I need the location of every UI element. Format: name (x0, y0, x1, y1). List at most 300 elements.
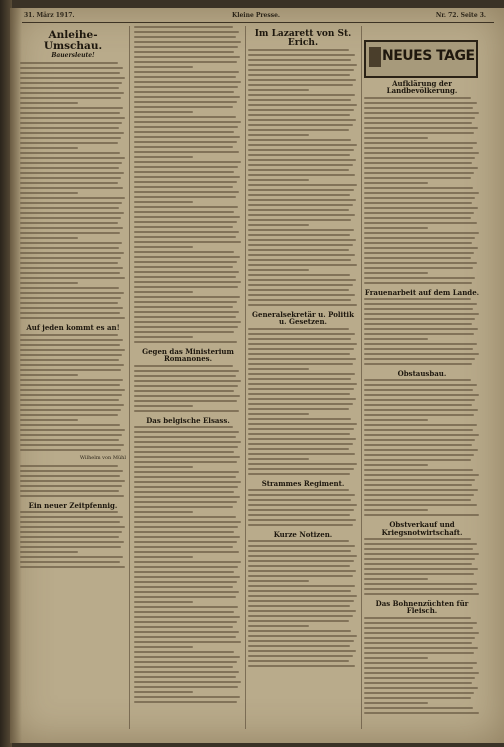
text-line (20, 192, 78, 194)
text-line (364, 217, 471, 219)
text-line (20, 127, 119, 129)
text-line (20, 490, 119, 492)
text-line (134, 436, 236, 438)
text-line (134, 121, 241, 123)
text-line (20, 317, 125, 319)
text-line (248, 665, 355, 667)
text-line (20, 521, 120, 523)
text-line (364, 257, 471, 259)
text-line (248, 189, 354, 191)
text-line (20, 222, 118, 224)
text-line (134, 31, 239, 33)
text-line (364, 573, 474, 575)
text-line (248, 463, 357, 465)
text-line (134, 51, 234, 53)
text-line (248, 645, 350, 647)
text-line (20, 379, 123, 381)
text-line (20, 177, 121, 179)
text-line (248, 575, 353, 577)
text-line (364, 353, 479, 355)
text-line (248, 585, 355, 587)
text-line (20, 470, 123, 472)
article-title: Anleihe-Umschau. (43, 29, 103, 53)
text-line (134, 291, 193, 293)
text-line (248, 519, 356, 521)
text-line (364, 389, 473, 391)
text-line (134, 116, 236, 118)
newspaper-logo (364, 40, 478, 78)
header-page-number: Nr. 72. Seite 3. (435, 12, 486, 19)
text-line (248, 299, 351, 301)
column-3 (248, 26, 358, 729)
text-line (134, 636, 236, 638)
text-line (248, 209, 349, 211)
text-line (20, 282, 78, 284)
text-line (248, 625, 309, 627)
text-line (134, 271, 239, 273)
text-line (20, 62, 118, 64)
text-line (364, 414, 474, 416)
text-line (248, 154, 350, 156)
text-line (248, 129, 349, 131)
text-line (134, 516, 236, 518)
text-line (248, 338, 351, 340)
text-line (20, 384, 120, 386)
text-line (364, 97, 471, 99)
text-line (134, 106, 233, 108)
text-line (364, 404, 472, 406)
article-heading: Aufklärung der Landbevölkerung. (386, 79, 458, 96)
text-line (248, 398, 356, 400)
article-body (364, 298, 480, 365)
text-line (134, 651, 234, 653)
text-line (134, 261, 237, 263)
text-line (134, 311, 239, 313)
text-line (20, 475, 120, 477)
text-line (134, 686, 238, 688)
text-line (248, 393, 350, 395)
article-body (20, 511, 126, 568)
text-line (248, 489, 349, 491)
text-line (134, 211, 234, 213)
text-line (364, 657, 428, 659)
text-line (134, 385, 238, 387)
text-line (20, 359, 119, 361)
text-line (20, 429, 125, 431)
text-line (364, 558, 475, 560)
text-line (134, 441, 241, 443)
text-line (134, 301, 237, 303)
article-body (248, 328, 358, 475)
text-line (248, 333, 355, 335)
text-line (364, 187, 473, 189)
text-line (248, 343, 357, 345)
column-4 (364, 80, 480, 729)
text-line (364, 197, 475, 199)
text-line (134, 656, 240, 658)
text-line (134, 251, 234, 253)
text-line (134, 141, 237, 143)
text-line (134, 476, 236, 478)
text-line (134, 691, 193, 693)
text-line (364, 338, 428, 340)
article-heading: Ein neuer Zeitpfennig. (28, 500, 118, 510)
text-line (134, 541, 237, 543)
text-line (134, 676, 236, 678)
text-line (20, 142, 118, 144)
text-line (364, 627, 473, 629)
text-line (364, 242, 472, 244)
text-line (134, 410, 239, 412)
text-line (134, 446, 238, 448)
text-line (248, 448, 349, 450)
text-line (248, 473, 350, 475)
text-line (20, 399, 119, 401)
text-line (364, 617, 471, 619)
article-body (134, 26, 242, 343)
article-heading: Das belgische Elsass. (146, 415, 230, 425)
text-line (20, 354, 122, 356)
text-line (134, 556, 193, 558)
text-line (20, 349, 125, 351)
text-line (134, 126, 238, 128)
text-line (364, 343, 477, 345)
text-line (364, 449, 478, 451)
text-line (134, 326, 238, 328)
text-line (248, 468, 354, 470)
text-line (134, 466, 193, 468)
text-line (248, 383, 357, 385)
text-line (248, 388, 354, 390)
header-rule (22, 22, 494, 23)
text-line (20, 439, 119, 441)
text-line (134, 671, 239, 673)
text-line (134, 390, 234, 392)
column-2 (134, 26, 242, 729)
text-line (248, 179, 309, 181)
text-line (248, 64, 357, 66)
text-line (20, 157, 125, 159)
text-line (364, 672, 479, 674)
text-line (20, 561, 120, 563)
text-line (134, 606, 238, 608)
text-line (134, 91, 234, 93)
text-line (20, 212, 124, 214)
text-line (20, 207, 119, 209)
text-line (20, 292, 124, 294)
text-line (134, 486, 238, 488)
text-line (20, 137, 121, 139)
text-line (364, 107, 473, 109)
text-line (248, 259, 351, 261)
text-line (20, 556, 123, 558)
text-line (364, 424, 477, 426)
text-line (134, 131, 234, 133)
text-line (20, 339, 123, 341)
text-line (20, 92, 124, 94)
text-line (20, 97, 121, 99)
text-line (20, 394, 122, 396)
text-line (134, 616, 240, 618)
text-line (248, 418, 351, 420)
text-line (248, 580, 309, 582)
article-body (20, 62, 126, 319)
text-line (20, 197, 125, 199)
text-line (364, 363, 472, 365)
text-line (134, 176, 240, 178)
text-line (20, 187, 123, 189)
text-line (364, 578, 428, 580)
text-line (134, 451, 234, 453)
text-line (134, 601, 193, 603)
text-line (134, 551, 239, 553)
text-line (364, 318, 475, 320)
text-line (364, 227, 428, 229)
text-line (134, 231, 239, 233)
text-line (248, 214, 355, 216)
text-line (134, 506, 233, 508)
text-line (20, 162, 122, 164)
text-line (248, 545, 355, 547)
text-line (248, 294, 355, 296)
text-line (364, 588, 473, 590)
text-line (134, 666, 233, 668)
text-line (134, 426, 233, 428)
text-line (134, 306, 233, 308)
text-line (20, 495, 124, 497)
text-line (134, 611, 234, 613)
text-line (364, 632, 479, 634)
text-line (248, 119, 356, 121)
text-line (248, 620, 349, 622)
text-line (248, 368, 309, 370)
text-line (20, 307, 123, 309)
text-line (20, 511, 118, 513)
text-line (134, 101, 237, 103)
text-line (364, 172, 474, 174)
text-line (364, 137, 428, 139)
text-line (248, 304, 357, 306)
text-line (364, 379, 471, 381)
text-line (248, 590, 351, 592)
text-line (20, 117, 125, 119)
text-line (20, 449, 121, 451)
text-line (248, 84, 353, 86)
text-line (134, 561, 241, 563)
text-line (364, 429, 473, 431)
text-line (248, 348, 354, 350)
text-line (364, 132, 474, 134)
text-line (248, 234, 350, 236)
text-line (364, 697, 471, 699)
text-line (134, 336, 193, 338)
text-line (134, 201, 193, 203)
article-body (364, 538, 480, 595)
text-line (134, 566, 238, 568)
text-line (134, 661, 237, 663)
text-line (134, 171, 234, 173)
text-line (248, 74, 350, 76)
text-line (364, 117, 475, 119)
text-line (20, 485, 122, 487)
text-line (20, 122, 122, 124)
text-line (134, 296, 240, 298)
text-line (20, 444, 124, 446)
article-heading: Obstausbau. (397, 369, 447, 379)
article-subtitle: Bauersleute! (51, 52, 95, 60)
text-line (134, 161, 241, 163)
text-line (134, 241, 241, 243)
text-line (248, 560, 354, 562)
text-line (364, 662, 477, 664)
text-line (248, 149, 354, 151)
text-line (134, 576, 240, 578)
header-date: 31. März 1917. (24, 12, 75, 19)
article-body (134, 426, 242, 703)
text-line (364, 328, 478, 330)
text-line (364, 434, 479, 436)
text-line (20, 102, 78, 104)
text-line (248, 610, 356, 612)
text-line (248, 423, 357, 425)
text-line (248, 353, 350, 355)
text-line (364, 333, 474, 335)
text-line (364, 593, 479, 595)
text-line (248, 204, 353, 206)
text-line (134, 66, 193, 68)
article-heading: Das Bohnenzüchten für Fleisch. (375, 599, 469, 616)
text-line (248, 254, 355, 256)
text-line (134, 276, 236, 278)
text-line (364, 637, 475, 639)
article-heading: Strammes Regiment. (261, 478, 345, 488)
text-line (364, 207, 478, 209)
text-line (364, 409, 478, 411)
text-line (248, 104, 357, 106)
text-line (248, 49, 349, 51)
text-line (248, 249, 349, 251)
text-line (134, 395, 240, 397)
article-heading: Frauenarbeit auf dem Lande. (364, 287, 480, 297)
text-line (134, 511, 193, 513)
text-line (248, 229, 354, 231)
text-line (134, 626, 233, 628)
text-line (248, 595, 357, 597)
text-line (364, 277, 475, 279)
text-line (248, 570, 356, 572)
article-body (248, 540, 358, 667)
text-line (20, 287, 119, 289)
text-line (364, 267, 473, 269)
text-line (20, 404, 124, 406)
text-line (20, 531, 122, 533)
text-line (248, 605, 350, 607)
column-rule (361, 26, 362, 729)
text-line (20, 374, 78, 376)
text-line (364, 122, 472, 124)
text-line (134, 286, 238, 288)
text-line (248, 54, 355, 56)
text-line (364, 192, 479, 194)
article-heading: Auf jeden kommt es an! (26, 323, 120, 333)
text-line (364, 247, 478, 249)
text-line (364, 358, 475, 360)
text-line (248, 453, 355, 455)
article-heading: Kurze Notizen. (273, 529, 333, 539)
text-line (248, 660, 349, 662)
text-line (364, 102, 477, 104)
text-line (364, 652, 474, 654)
text-line (134, 26, 233, 28)
text-line (134, 521, 241, 523)
text-line (364, 237, 475, 239)
text-line (134, 246, 193, 248)
text-line (20, 262, 118, 264)
text-line (134, 56, 240, 58)
text-line (248, 169, 349, 171)
text-line (20, 516, 123, 518)
text-line (364, 469, 473, 471)
text-line (248, 89, 309, 91)
text-line (20, 414, 118, 416)
text-line (364, 504, 477, 506)
text-line (134, 206, 238, 208)
text-line (20, 217, 121, 219)
text-line (248, 159, 356, 161)
text-line (364, 212, 474, 214)
text-line (134, 696, 240, 698)
text-line (134, 111, 193, 113)
text-line (20, 172, 124, 174)
text-line (20, 409, 121, 411)
text-line (134, 266, 233, 268)
text-line (364, 323, 472, 325)
text-line (134, 536, 240, 538)
text-line (134, 526, 238, 528)
text-line (364, 112, 479, 114)
text-line (134, 641, 241, 643)
text-line (134, 646, 193, 648)
article-title: Im Lazarett von St. Erich. (254, 29, 352, 49)
text-line (248, 408, 349, 410)
article-heading: Obstverkauf und Kriegsnotwirtschaft. (381, 520, 463, 537)
text-line (20, 369, 121, 371)
text-line (364, 514, 479, 516)
text-line (248, 239, 356, 241)
text-line (248, 289, 349, 291)
text-line (134, 146, 233, 148)
text-line (248, 144, 357, 146)
text-line (364, 202, 472, 204)
text-line (364, 384, 477, 386)
text-line (248, 174, 355, 176)
text-line (248, 443, 353, 445)
text-line (134, 501, 237, 503)
text-line (364, 303, 477, 305)
text-line (364, 439, 475, 441)
text-line (248, 363, 353, 365)
text-line (134, 586, 233, 588)
text-line (20, 526, 125, 528)
text-line (248, 509, 354, 511)
text-line (20, 302, 118, 304)
text-line (364, 348, 473, 350)
text-line (364, 147, 473, 149)
text-line (364, 222, 477, 224)
column-rule (245, 26, 246, 729)
logo-emblem-icon (369, 47, 381, 67)
text-line (248, 403, 353, 405)
